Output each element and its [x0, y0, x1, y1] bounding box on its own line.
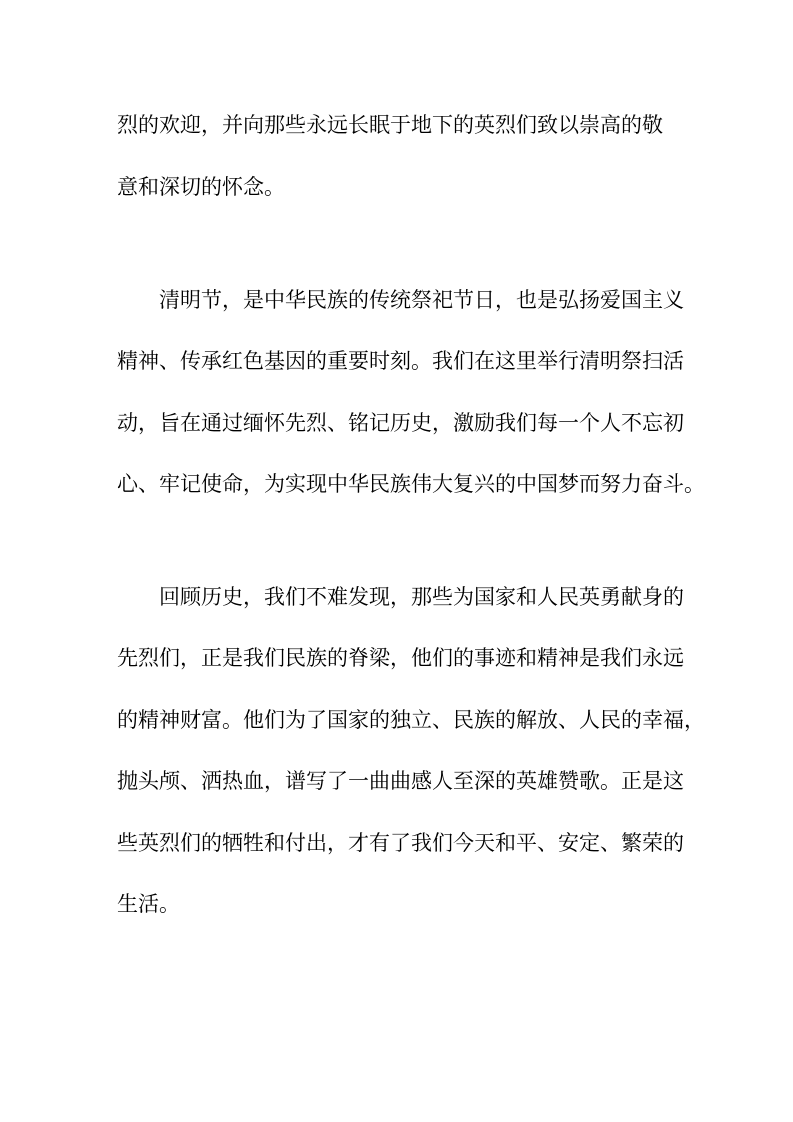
paragraph-2-line-3: 动，旨在通过缅怀先烈、铭记历史，激励我们每一个人不忘初	[117, 411, 684, 435]
paragraph-3-line-6: 生活。	[117, 892, 180, 916]
paragraph-1-line-1: 烈的欢迎，并向那些永远长眠于地下的英烈们致以崇高的敬	[117, 113, 663, 137]
paragraph-3-line-3: 的精神财富。他们为了国家的独立、民族的解放、人民的幸福，	[117, 708, 705, 732]
paragraph-2-line-1: 清明节，是中华民族的传统祭祀节日，也是弘扬爱国主义	[159, 288, 684, 312]
paragraph-3-line-2: 先烈们，正是我们民族的脊梁，他们的事迹和精神是我们永远	[117, 646, 684, 670]
paragraph-2-line-4: 心、牢记使命，为实现中华民族伟大复兴的中国梦而努力奋斗。	[117, 472, 705, 496]
paragraph-3-line-5: 些英烈们的牺牲和付出，才有了我们今天和平、安定、繁荣的	[117, 831, 684, 855]
paragraph-3-line-4: 抛头颅、洒热血，谱写了一曲曲感人至深的英雄赞歌。正是这	[117, 769, 684, 793]
paragraph-2-line-2: 精神、传承红色基因的重要时刻。我们在这里举行清明祭扫活	[117, 349, 684, 373]
paragraph-3-line-1: 回顾历史，我们不难发现，那些为国家和人民英勇献身的	[159, 585, 684, 609]
paragraph-1-line-2: 意和深切的怀念。	[117, 175, 285, 199]
